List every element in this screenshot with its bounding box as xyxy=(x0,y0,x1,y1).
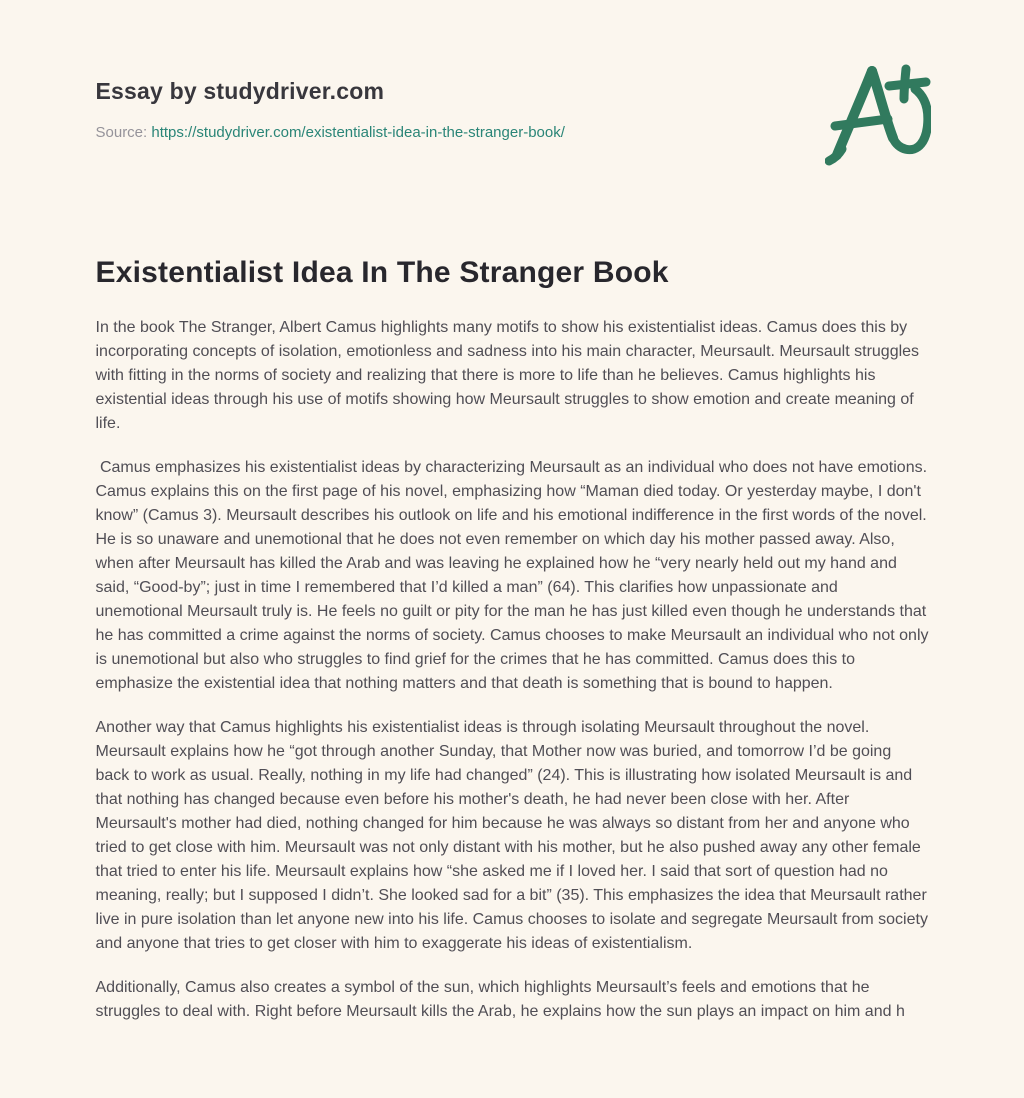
a-plus-logo-icon xyxy=(825,58,931,170)
studydriver-logo xyxy=(825,58,931,170)
page-title: Existentialist Idea In The Stranger Book xyxy=(95,256,669,289)
source-label: Source: xyxy=(95,124,148,141)
essay-page xyxy=(95,0,933,1024)
byline: Essay by studydriver.com xyxy=(95,78,385,104)
source-link[interactable]: https://studydriver.com/existentialist-idea-in-the-stranger-book/ xyxy=(151,124,565,141)
essay-paragraph: Additionally, Camus also creates a symbol of the sun, which highlights Meursault’s feels and emotions that he struggles to deal with. Right before Meursault kills the Arab, he explains how the sun plays an impact on him and h xyxy=(95,979,905,1020)
essay-paragraph: Another way that Camus highlights his existentialist ideas is through isolating Meursault throughout the novel. Meursault explains how he “got through another Sunday, that Mother now was buried, and tomorrow I’d be going back to work as usual. Really, nothing in my life had changed” (24). This is illustrating how isolated Meursault is and that nothing has changed because even before his mother's death, he had never been close with her. After Meursault's mother had died, nothing changed for him because he was always so distant from her and anyone who tried to get close with him. Meursault was not only distant with his mother, but he also pushed away any other female that tried to enter his life. Meursault explains how “she asked me if I loved her. I said that sort of question had no meaning, really; but I supposed I didn’t. She looked sad for a bit” (35). This emphasizes the idea that Meursault rather live in pure isolation than let anyone new into his life. Camus chooses to isolate and segregate Meursault from society and anyone that tries to get closer with him to exaggerate his ideas of existentialism. xyxy=(95,719,933,952)
page-header xyxy=(96,78,929,141)
source-line xyxy=(96,124,929,141)
essay-paragraph: Camus emphasizes his existentialist ideas by characterizing Meursault as an individual who does not have emotions. Camus explains this on the first page of his novel, emphasizing how “Maman died today. Or yesterday maybe, I don't know” (Camus 3). Meursault describes his outlook on life and his emotional indifference in the first words of the novel. He is so unaware and unemotional that he does not even remember on which day his mother passed away. Also, when after Meursault has killed the Arab and was leaving he explained how he “very nearly held out my hand and said, “Good-by”; just in time I remembered that I’d killed a man” (64). This clarifies how unpassionate and unemotional Meursault truly is. He feels no guilt or pity for the man he has just killed even though he understands that he has committed a crime against the norms of society. Camus chooses to make Meursault an individual who not only is unemotional but also who struggles to find grief for the crimes that he has committed. Camus does this to emphasize the existential idea that nothing matters and that death is something that is bound to happen. xyxy=(95,459,933,692)
essay-paragraph: In the book The Stranger, Albert Camus highlights many motifs to show his existentialist ideas. Camus does this by incorporating concepts of isolation, emotionless and sadness into his main character, Meursault. Meursault struggles with fitting in the norms of society and realizing that there is more to life than he believes. Camus highlights his existential ideas through his use of motifs showing how Meursault struggles to show emotion and create meaning of life. xyxy=(95,319,924,432)
essay-body xyxy=(95,316,933,1024)
